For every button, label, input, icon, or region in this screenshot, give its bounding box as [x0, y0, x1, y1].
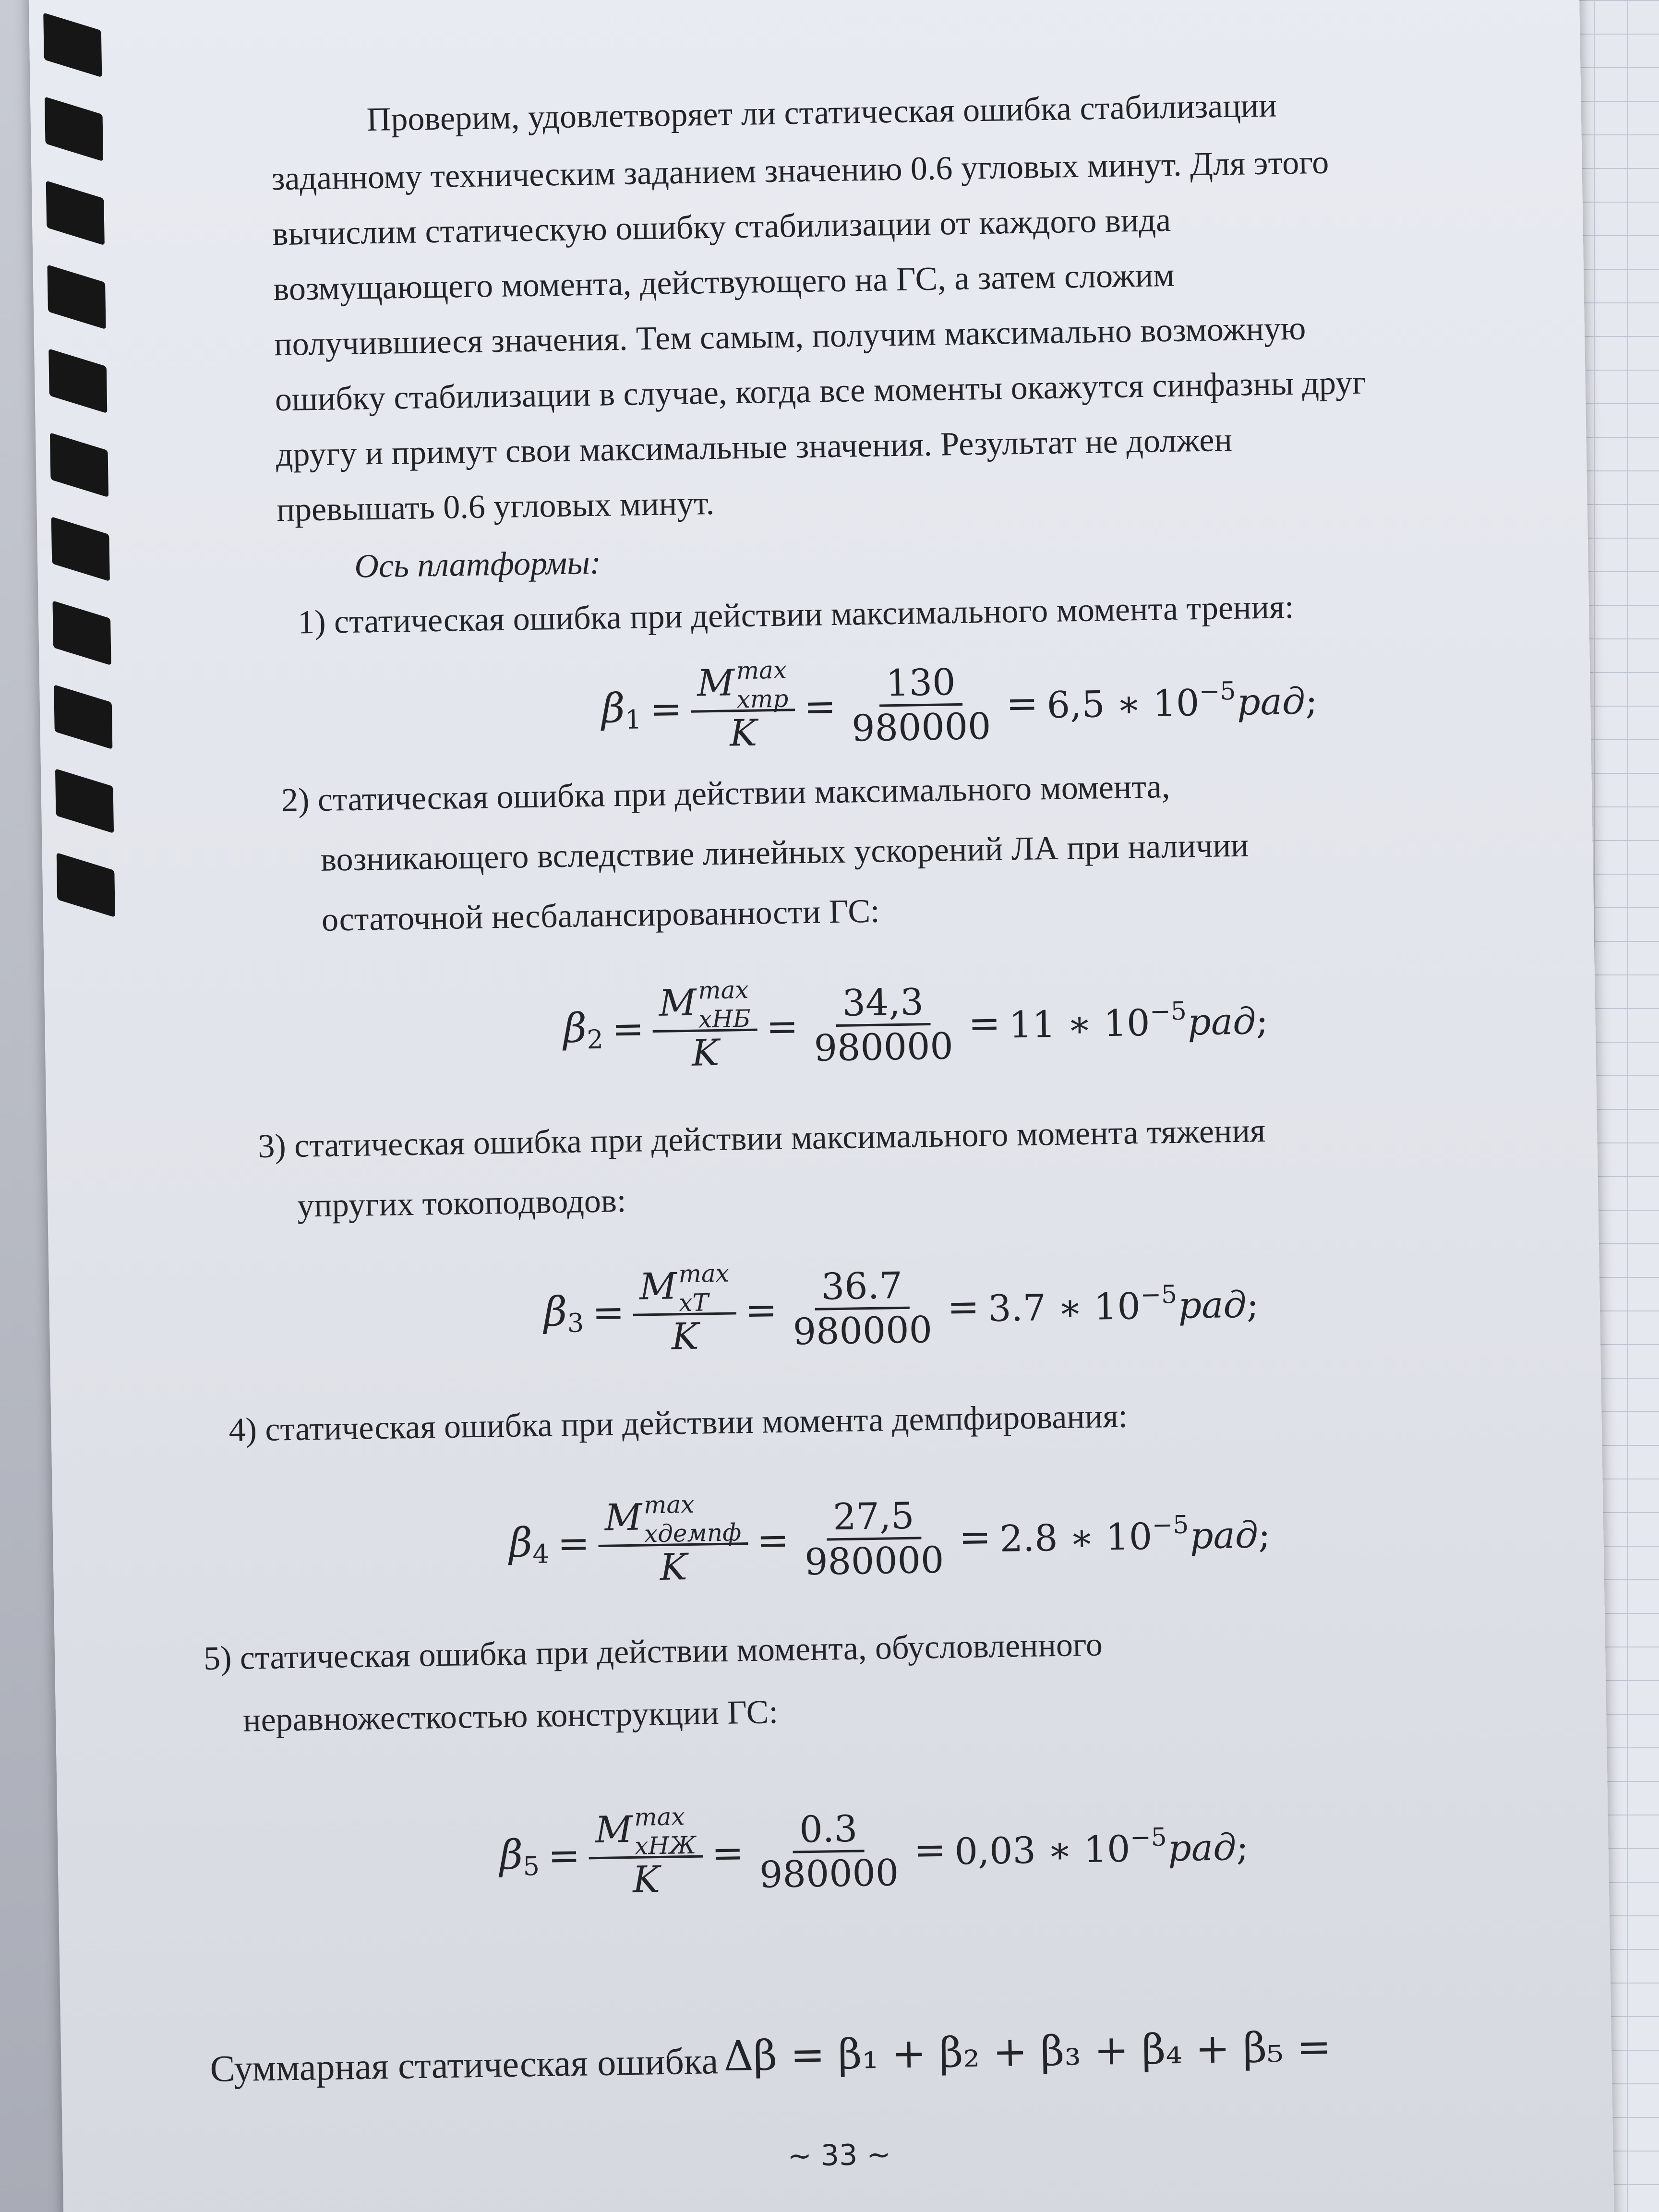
paragraph-line: вычислим статическую ошибку стабилизации от каждого вида: [272, 201, 1171, 253]
formula-fraction: $\frac{27,5}{980000}$: [804, 1494, 944, 1583]
formula-fraction: M max xНЖ K: [588, 1807, 704, 1901]
list-item-text: 2) статическая ошибка при действии максимального момента,: [281, 768, 1170, 819]
formula-result: 11 ∗ $10^{-5}рад$;: [1009, 997, 1269, 1046]
formula-result: 0,03 ∗ $10^{-5}рад$;: [954, 1823, 1249, 1873]
list-item-text: 1) статическая ошибка при действии максимального момента трения:: [297, 588, 1295, 641]
formula-beta-symbol: $\beta_3$: [543, 1287, 584, 1338]
list-item-text: упругих токоподводов:: [297, 1182, 626, 1225]
paragraph-line: другу и примут свои максимальные значения. Результат не должен: [276, 421, 1233, 474]
formula-fraction: M max xдемпф K: [598, 1494, 749, 1589]
formula-beta-symbol: $\beta_4$: [508, 1518, 550, 1569]
formula-beta-4: $\beta_4$ = M max xдемпф K = $\frac{27,5}{980000}$ = 2.8 ∗ $10^{-5}рад$;: [508, 1490, 1271, 1588]
formula-fraction: $\frac{0.3}{980000}$: [759, 1807, 899, 1896]
formula-fraction: M max xT K: [632, 1264, 737, 1358]
summary-formula: Δβ = β₁ + β₂ + β₃ + β₄ + β₅ =: [723, 2023, 1332, 2080]
paragraph-line: заданному техническим заданием значению 0.6 угловых минут. Для этого: [271, 144, 1329, 198]
list-item-text: 4) статическая ошибка при действии момента демпфирования:: [228, 1397, 1128, 1449]
formula-fraction: $\frac{130}{980000}$: [851, 661, 992, 750]
paragraph-line: возмущающего момента, действующего на ГС, а затем сложим: [273, 256, 1175, 308]
paragraph-line: превышать 0.6 угловых минут.: [276, 484, 715, 529]
formula-result: 3.7 ∗ $10^{-5}рад$;: [987, 1280, 1259, 1330]
list-item-text: 5) статическая ошибка при действии момента, обусловленного: [203, 1626, 1103, 1677]
formula-fraction: M max xНБ K: [652, 981, 758, 1075]
formula-fraction: M max xтр K: [690, 661, 796, 755]
formula-fraction: $\frac{36.7}{980000}$: [793, 1264, 933, 1353]
formula-fraction: $\frac{34,3}{980000}$: [813, 980, 954, 1070]
list-item-text: неравножесткостью конструкции ГС:: [242, 1694, 779, 1739]
paragraph-line: ошибку стабилизации в случае, когда все моменты окажутся синфазны друг: [275, 364, 1367, 419]
formula-result: 6,5 ∗ $10^{-5}рад$;: [1046, 676, 1318, 726]
formula-beta-symbol: $\beta_5$: [499, 1831, 540, 1882]
list-item-text: возникающего вследствие линейных ускорений ЛА при наличии: [320, 827, 1249, 878]
formula-beta-2: $\beta_2$ = M max xНБ K = $\frac{34,3}{980000}$ = 11 ∗ $10^{-5}рад$;: [563, 975, 1269, 1074]
formula-beta-symbol: $\beta_1$: [601, 684, 642, 735]
paragraph-line: получившиеся значения. Тем самым, получим максимально возможную: [274, 310, 1306, 363]
paragraph-line: Проверим, удовлетворяет ли статическая ошибка стабилизации: [366, 87, 1277, 139]
formula-beta-1: $\beta_1$ = M max xтр K = $\frac{130}{980000}$ = 6,5 ∗ $10^{-5}рад$;: [601, 656, 1318, 755]
list-item-text: 3) статическая ошибка при действии максимального момента тяжения: [257, 1112, 1266, 1165]
formula-beta-3: $\beta_3$ = M max xT K = $\frac{36.7}{980000}$ = 3.7 ∗ $10^{-5}рад$;: [543, 1259, 1259, 1358]
formula-result: 2.8 ∗ $10^{-5}рад$;: [999, 1510, 1271, 1560]
page-number: ~ 33 ~: [787, 2138, 891, 2173]
list-item-text: остаточной несбалансированности ГС:: [321, 892, 880, 938]
summary-text: Суммарная статическая ошибка: [209, 2040, 719, 2090]
section-heading: Ось платформы:: [354, 544, 601, 585]
formula-beta-symbol: $\beta_2$: [563, 1004, 604, 1055]
formula-beta-5: $\beta_5$ = M max xНЖ K = $\frac{0.3}{980000}$ = 0,03 ∗ $10^{-5}рад$;: [499, 1803, 1249, 1901]
